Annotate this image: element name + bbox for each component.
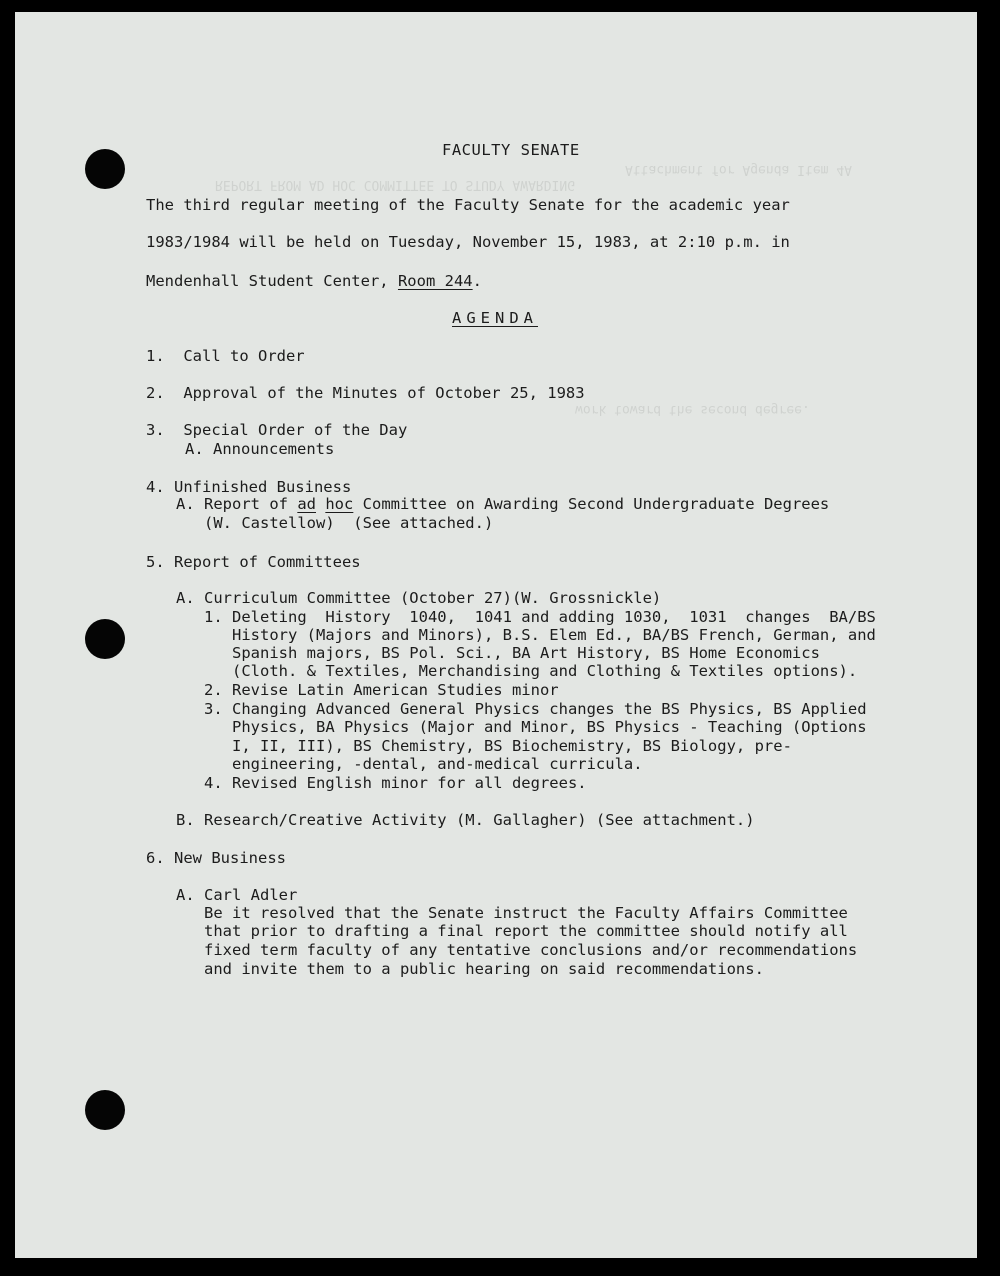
agenda-item-4a (176, 495, 829, 514)
agenda-item-6a-line2: that prior to drafting a final report the committee should notify all (204, 922, 848, 940)
intro-line-3 (146, 272, 482, 291)
page-title: FACULTY SENATE (442, 141, 580, 159)
agenda-item-5a3-line1: 3. Changing Advanced General Physics changes the BS Physics, BS Applied (204, 700, 867, 718)
agenda-item-6a: A. Carl Adler (176, 886, 298, 904)
agenda-item-6: 6. New Business (146, 849, 286, 867)
agenda-item-5a4: 4. Revised English minor for all degrees. (204, 774, 587, 792)
agenda-item-5a1-line4: (Cloth. & Textiles, Merchandising and Clothing & Textiles options). (204, 662, 858, 680)
agenda-item-5b: B. Research/Creative Activity (M. Gallagher) (See attachment.) (176, 811, 755, 829)
agenda-item-5a2: 2. Revise Latin American Studies minor (204, 681, 559, 699)
agenda-item-4a-line2: (W. Castellow) (See attached.) (204, 514, 494, 532)
punch-hole (85, 1090, 125, 1130)
item-4a-ad: ad (297, 495, 316, 513)
punch-hole (85, 149, 125, 189)
bleed-through-text: Attachment for Agenda Item 4A (625, 162, 852, 177)
agenda-item-5a1-line2: History (Majors and Minors), B.S. Elem Ed., BA/BS French, German, and (204, 626, 876, 644)
agenda-item-6a-line4: and invite them to a public hearing on said recommendations. (204, 960, 764, 978)
agenda-item-3: 3. Special Order of the Day (146, 421, 408, 439)
bleed-through-text: work toward the second degree. (575, 402, 810, 417)
intro-line-3-text: Mendenhall Student Center, (146, 272, 398, 290)
agenda-item-5a3-line4: engineering, -dental, and-medical curricula. (204, 755, 643, 773)
agenda-item-2: 2. Approval of the Minutes of October 25, 1983 (146, 384, 585, 402)
agenda-item-5a: A. Curriculum Committee (October 27)(W. Grossnickle) (176, 589, 662, 607)
room-suffix: . (472, 272, 482, 290)
agenda-item-6a-line1: Be it resolved that the Senate instruct the Faculty Affairs Committee (204, 904, 848, 922)
punch-hole (85, 619, 125, 659)
room-number: Room 244 (397, 272, 473, 290)
agenda-item-3a: A. Announcements (185, 440, 335, 458)
item-4a-suffix: Committee on Awarding Second Undergraduate Degrees (353, 495, 830, 513)
agenda-item-6a-line3: fixed term faculty of any tentative conclusions and/or recommendations (204, 941, 858, 959)
agenda-item-5a1-line3: Spanish majors, BS Pol. Sci., BA Art History, BS Home Economics (204, 644, 820, 662)
bleed-through-text: REPORT FROM AD HOC COMMITTEE TO STUDY AWARDING (215, 177, 576, 192)
item-4a-prefix: A. Report of (176, 495, 298, 513)
agenda-item-5a3-line3: I, II, III), BS Chemistry, BS Biochemistry, BS Biology, pre- (204, 737, 792, 755)
agenda-item-1: 1. Call to Order (146, 347, 305, 365)
agenda-item-5: 5. Report of Committees (146, 553, 361, 571)
document-page (15, 12, 977, 1258)
agenda-item-5a1-line1: 1. Deleting History 1040, 1041 and adding 1030, 1031 changes BA/BS (204, 608, 876, 626)
item-4a-hoc: hoc (325, 495, 354, 513)
agenda-item-4: 4. Unfinished Business (146, 478, 352, 496)
intro-line-2: 1983/1984 will be held on Tuesday, November 15, 1983, at 2:10 p.m. in (146, 233, 790, 251)
intro-line-1: The third regular meeting of the Faculty Senate for the academic year (146, 196, 790, 214)
agenda-heading: AGENDA (452, 309, 538, 327)
agenda-item-5a3-line2: Physics, BA Physics (Major and Minor, BS Physics - Teaching (Options (204, 718, 867, 736)
